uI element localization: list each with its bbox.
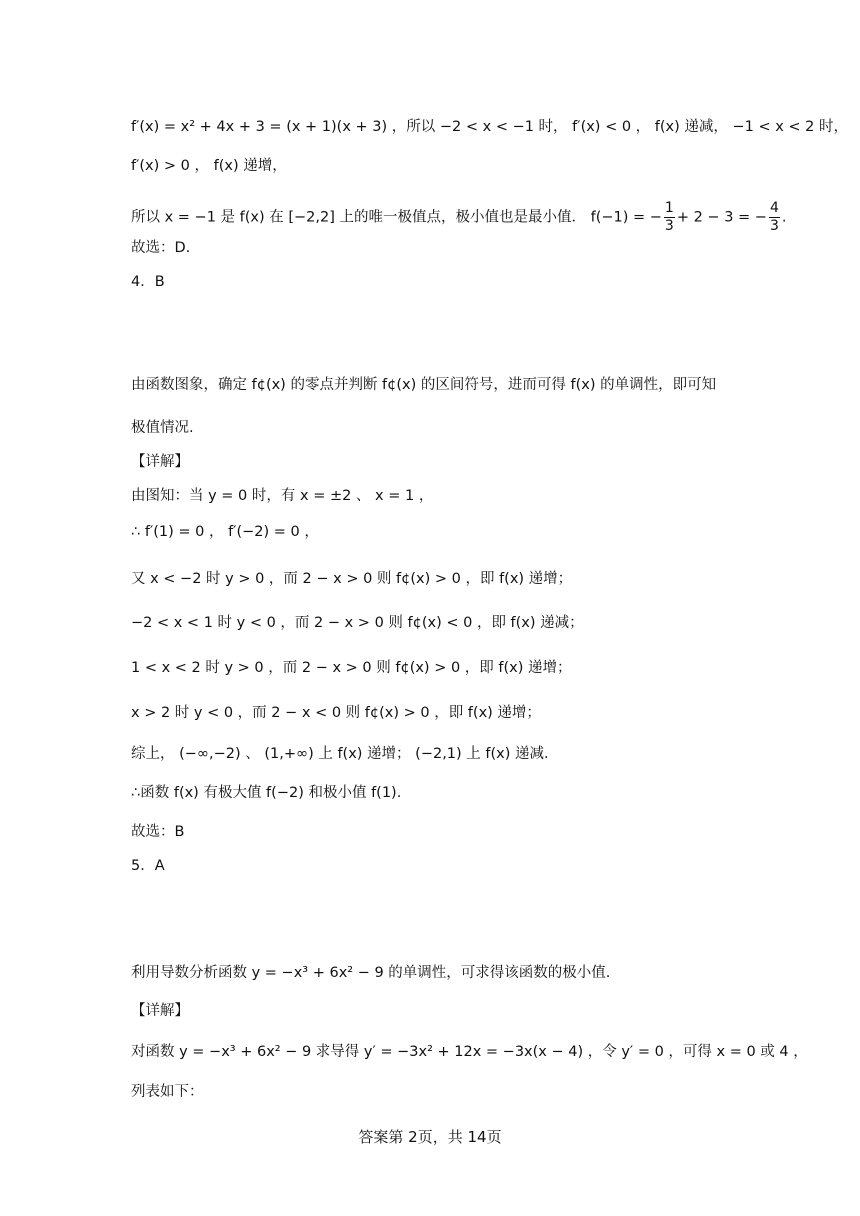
- detail-line-3: 又 x < −2 时 y > 0 ，而 2 − x > 0 则 f¢(x) > 0 ，即 f(x) 递增；: [131, 571, 573, 587]
- increasing-line: f′(x) > 0 ， f(x) 递增，: [131, 158, 287, 174]
- detail-line-5: 1 < x < 2 时 y > 0 ，而 2 − x > 0 则 f¢(x) > 0 ，即 f(x) 递增；: [131, 660, 572, 676]
- summary-line: 综上， (−∞,−2) 、 (1,+∞) 上 f(x) 递增； (−2,1) 上 f(x) 递减.: [131, 746, 549, 762]
- fraction-one-third: $\frac{1}{3}$: [664, 200, 674, 234]
- extrema-line: ∴函数 f(x) 有极大值 f(−2) 和极小值 f(1).: [131, 785, 402, 801]
- detail-q5-line-1: 对函数 y = −x³ + 6x² − 9 求导得 y′ = −3x² + 12x = −3x(x − 4) ，令 y′ = 0 ，可得 x = 0 或 4 ，: [131, 1044, 808, 1060]
- min-value-end: .: [781, 209, 787, 226]
- detail-line-4: −2 < x < 1 时 y < 0 ，而 2 − x > 0 则 f¢(x) < 0 ，即 f(x) 递减；: [131, 615, 584, 631]
- answer-b: 故选：B: [131, 824, 185, 840]
- question-4-answer: 4．B: [131, 274, 165, 290]
- page-footer: 答案第 2页，共 14页: [358, 1128, 502, 1146]
- detail-heading-q5: 【详解】: [131, 1003, 189, 1019]
- detail-line-6: x > 2 时 y < 0 ，而 2 − x < 0 则 f¢(x) > 0 ，即 f(x) 递增；: [131, 705, 541, 721]
- answer-d: 故选：D.: [131, 240, 191, 256]
- detail-line-1: 由图知：当 y = 0 时，有 x = ±2 、 x = 1 ，: [131, 488, 434, 504]
- question-5-answer: 5．A: [131, 858, 165, 874]
- detail-q5-line-2: 列表如下：: [131, 1084, 204, 1100]
- derivative-line: f′(x) = x² + 4x + 3 = (x + 1)(x + 3) ，所以 −2 < x < −1 时， f′(x) < 0 ， f(x) 递减， −1 < x < 2 时，: [131, 119, 849, 135]
- min-value-middle: + 2 − 3 = −: [676, 209, 767, 226]
- min-value-line: [131, 200, 787, 235]
- analysis-q5: 利用导数分析函数 y = −x³ + 6x² − 9 的单调性，可求得该函数的极小值.: [131, 965, 611, 981]
- analysis-line-2: 极值情况.: [131, 420, 194, 436]
- detail-line-2: ∴ f′(1) = 0 ， f′(−2) = 0 ，: [131, 524, 319, 540]
- fraction-four-thirds: $\frac{4}{3}$: [769, 200, 779, 234]
- analysis-line-1: 由函数图象，确定 f¢(x) 的零点并判断 f¢(x) 的区间符号，进而可得 f(x) 的单调性，即可知: [131, 377, 717, 393]
- detail-heading: 【详解】: [131, 454, 189, 470]
- min-value-text: 所以 x = −1 是 f(x) 在 [−2,2] 上的唯一极值点，极小值也是最小值． f(−1) = −: [131, 209, 662, 226]
